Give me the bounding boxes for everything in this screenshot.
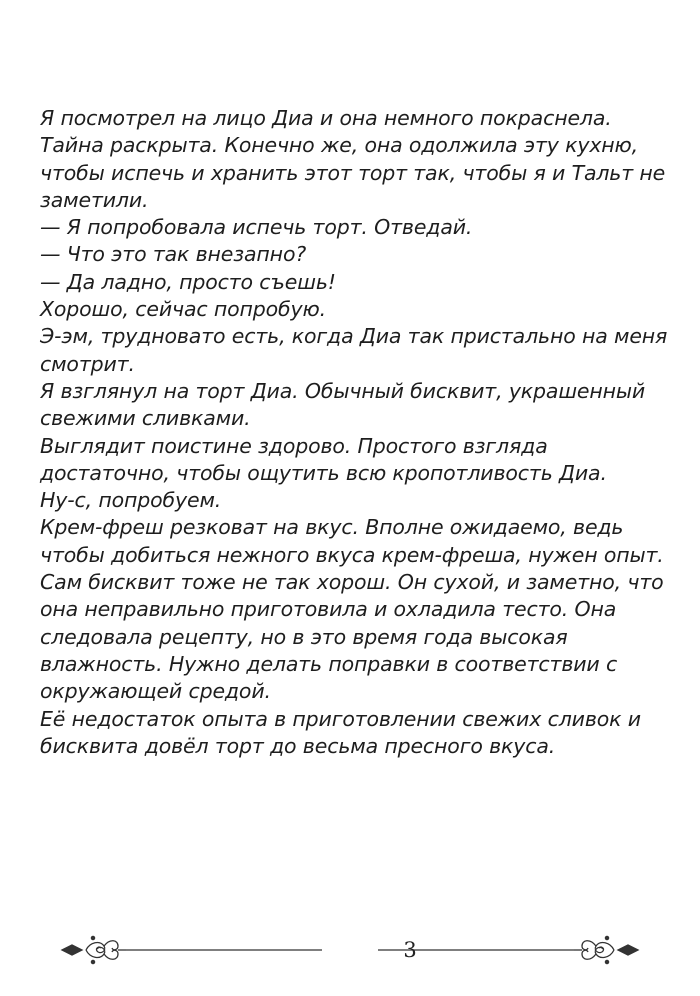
paragraph: Э-эм, трудновато есть, когда Диа так пристально на меня смотрит. xyxy=(40,324,668,376)
dialogue-line: — Да ладно, просто съешь! xyxy=(40,269,336,294)
paragraph: Ну-с, попробуем. xyxy=(40,488,222,513)
dialogue-line: — Что это так внезапно? xyxy=(40,242,307,267)
paragraph: Выглядит поистине здорово. Простого взгляда достаточно, чтобы ощутить всю кропотливость Диа. xyxy=(40,433,607,485)
dialogue-line: — Я попробовала испечь торт. Отведай. xyxy=(40,215,473,240)
flourish-ornament-icon xyxy=(62,936,126,963)
flourish-ornament-icon xyxy=(574,936,638,963)
paragraph: Её недостаток опыта в приготовлении свежих сливок и бисквита довёл торт до весьма пресного вкуса. xyxy=(40,706,641,758)
paragraph: Хорошо, сейчас попробую. xyxy=(40,297,326,322)
paragraph: Я взглянул на торт Диа. Обычный бисквит, украшенный свежими сливками. xyxy=(40,378,646,431)
footer-rule xyxy=(60,928,640,972)
body-text xyxy=(40,105,670,760)
page-footer xyxy=(60,928,640,972)
paragraph: Я посмотрел на лицо Диа и она немного покраснела. Тайна раскрыта. Конечно же, она одолжила эту кухню, чтобы испечь и хранить этот торт так, чтобы я и Тальт не заметили. xyxy=(40,106,666,212)
paragraph: Сам бисквит тоже не так хорош. Он сухой, и заметно, что она неправильно приготовила и охладила тесто. Она следовала рецепту, но в это время года высокая влажность. Нужно делать поправки в соответствии с окружающей средой. xyxy=(40,570,664,704)
page-number: 3 xyxy=(403,938,417,962)
paragraph: Крем-фреш резковат на вкус. Вполне ожидаемо, ведь чтобы добиться нежного вкуса крем-фреша, нужен опыт. xyxy=(40,515,664,567)
